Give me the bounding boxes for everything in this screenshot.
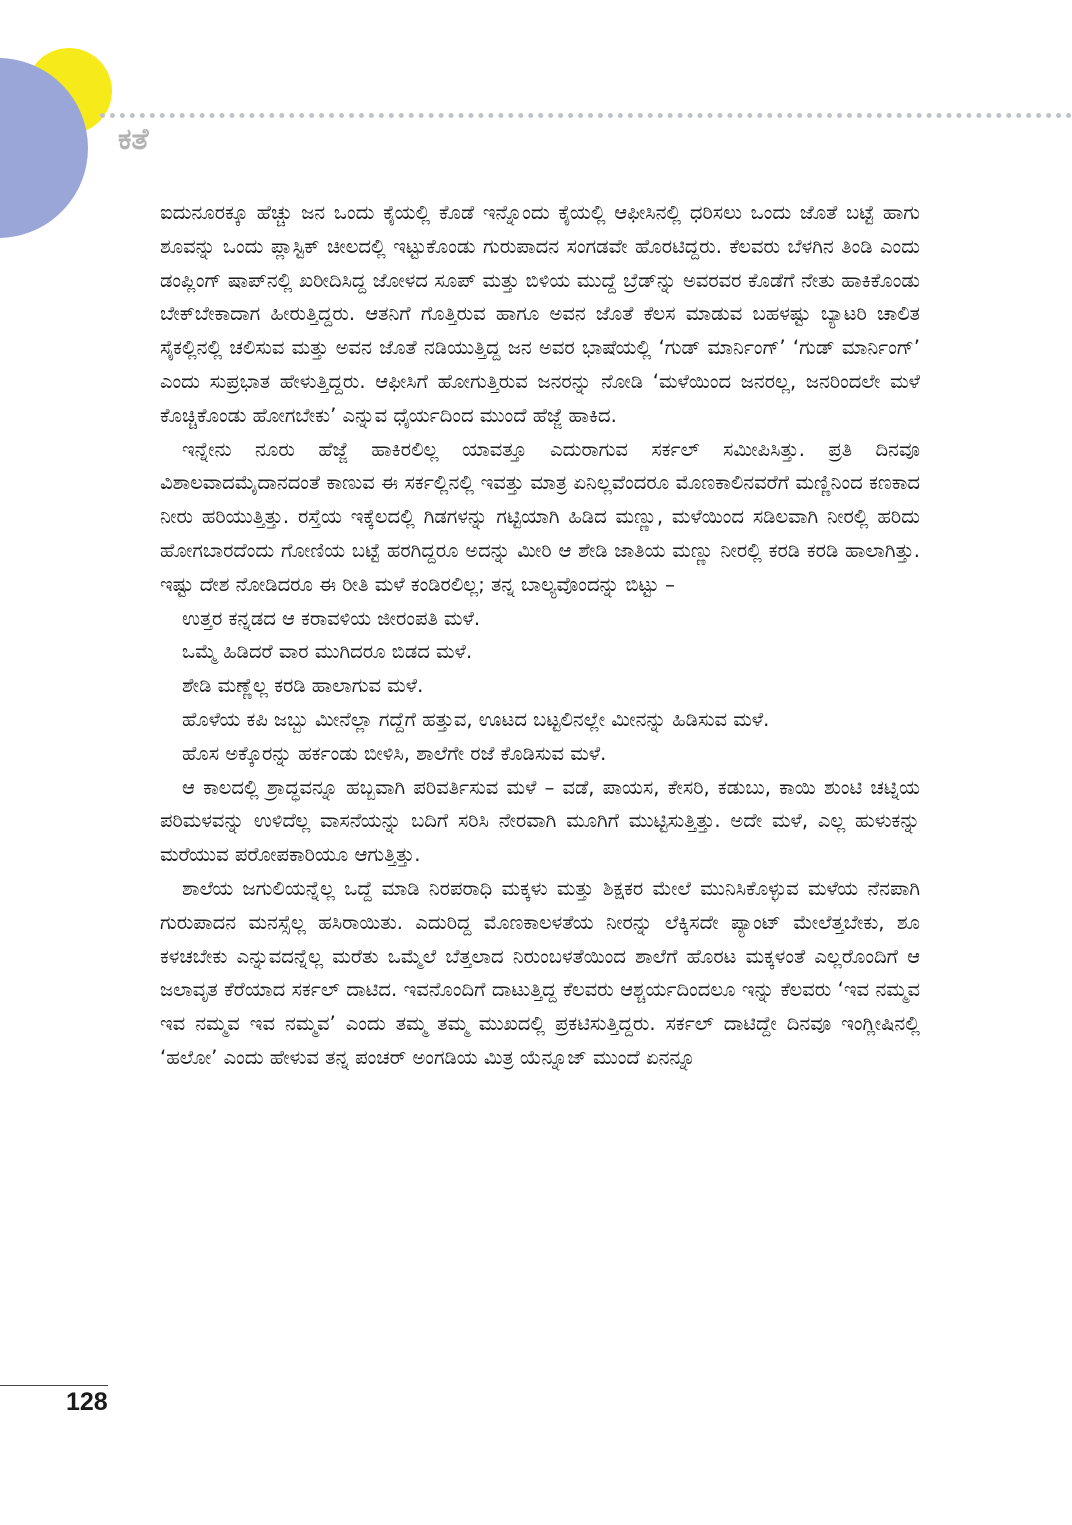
paragraph: ಹೊಳೆಯ ಕಪಿ ಜಬ್ಬು ಮೀನೆಲ್ಲಾ ಗದ್ದೆಗೆ ಹತ್ತುವ, ಊಟದ ಬಟ್ಟಲಿನಲ್ಲೇ ಮೀನನ್ನು ಹಿಡಿಸುವ ಮಳೆ. xyxy=(182,707,770,731)
page-number: 128 xyxy=(66,1388,108,1416)
footer-rule xyxy=(0,1385,108,1386)
paragraph: ಉತ್ತರ ಕನ್ನಡದ ಆ ಕರಾವಳಿಯ ಜೀರಂಪತಿ ಮಳೆ. xyxy=(182,606,481,630)
section-label: ಕತೆ xyxy=(118,122,149,157)
paragraph: ಆ ಕಾಲದಲ್ಲಿ ಶ್ರಾದ್ಧವನ್ನೂ ಹಬ್ಬವಾಗಿ ಪರಿವರ್ತಿಸುವ ಮಳೆ – ವಡೆ, ಪಾಯಸ, ಕೇಸರಿ, ಕಡುಬು, ಕಾಯಿ ಶುಂಟಿ ಚಟ್ನಿಯ ಪರಿಮಳವನ್ನು ಉಳಿದೆಲ್ಲ ವಾಸನೆಯನ್ನು ಬದಿಗೆ ಸರಿಸಿ ನೇರವಾಗಿ ಮೂಗಿಗೆ ಮುಟ್ಟಿಸುತ್ತಿತ್ತು. ಅದೇ ಮಳೆ, ಎಲ್ಲ ಹುಳುಕನ್ನು ಮರೆಯುವ ಪರೋಪಕಾರಿಯೂ ಆಗುತ್ತಿತ್ತು. xyxy=(160,775,920,867)
story-body xyxy=(160,196,920,1075)
paragraph: ಶೇಡಿ ಮಣ್ಣೆಲ್ಲ ಕರಡಿ ಹಾಲಾಗುವ ಮಳೆ. xyxy=(182,674,424,698)
paragraph: ಹೊಸ ಅಕ್ಕೊರನ್ನು ಹರ್ಕಂಡು ಬೀಳಿಸಿ, ಶಾಲೆಗೇ ರಜೆ ಕೊಡಿಸುವ ಮಳೆ. xyxy=(182,741,607,765)
paragraph: ಐದುನೂರಕ್ಕೂ ಹೆಚ್ಚು ಜನ ಒಂದು ಕೈಯಲ್ಲಿ ಕೊಡೆ ಇನ್ನೊಂದು ಕೈಯಲ್ಲಿ ಆಫೀಸಿನಲ್ಲಿ ಧರಿಸಲು ಒಂದು ಜೊತೆ ಬಟ್ಟೆ ಹಾಗು ಶೂವನ್ನು ಒಂದು ಪ್ಲಾಸ್ಟಿಕ್ ಚೀಲದಲ್ಲಿ ಇಟ್ಟುಕೊಂಡು ಗುರುಪಾದನ ಸಂಗಡವೇ ಹೊರಟಿದ್ದರು. ಕೆಲವರು ಬೆಳಗಿನ ತಿಂಡಿ ಎಂದು ಡಂಪ್ಲಿಂಗ್ ಷಾಪ್‌ನಲ್ಲಿ ಖರೀದಿಸಿದ್ದ ಜೋಳದ ಸೂಪ್ ಮತ್ತು ಬಿಳಿಯ ಮುದ್ದೆ ಬ್ರೆಡ್‌ನ್ನು ಅವರವರ ಕೊಡೆಗೆ ನೇತು ಹಾಕಿಕೊಂಡು ಬೇಕ್‌ಬೇಕಾದಾಗ ಹೀರುತ್ತಿದ್ದರು. ಆತನಿಗೆ ಗೊತ್ತಿರುವ ಹಾಗೂ ಅವನ ಜೊತೆ ಕೆಲಸ ಮಾಡುವ ಬಹಳಷ್ಟು ಬ್ಯಾಟರಿ ಚಾಲಿತ ಸೈಕಲ್ಲಿನಲ್ಲಿ ಚಲಿಸುವ ಮತ್ತು ಅವನ ಜೊತೆ ನಡಿಯುತ್ತಿದ್ದ ಜನ ಅವರ ಭಾಷೆಯಲ್ಲಿ ‘ಗುಡ್ ಮಾರ್ನಿಂಗ್’ ‘ಗುಡ್ ಮಾರ್ನಿಂಗ್’ ಎಂದು ಸುಪ್ರಭಾತ ಹೇಳುತ್ತಿದ್ದರು. ಆಫೀಸಿಗೆ ಹೋಗುತ್ತಿರುವ ಜನರನ್ನು ನೋಡಿ ‘ಮಳೆಯಿಂದ ಜನರಲ್ಲ, ಜನರಿಂದಲೇ ಮಳೆ ಕೊಚ್ಚಿಕೊಂಡು ಹೋಗಬೇಕು’ ಎನ್ನುವ ಧೈರ್ಯದಿಂದ ಮುಂದೆ ಹೆಜ್ಜೆ ಹಾಕಿದ. xyxy=(160,201,920,427)
header-dotted-rule xyxy=(100,113,1072,118)
paragraph: ಇನ್ನೇನು ನೂರು ಹೆಜ್ಜೆ ಹಾಕಿರಲಿಲ್ಲ ಯಾವತ್ತೂ ಎದುರಾಗುವ ಸರ್ಕಲ್ ಸಮೀಪಿಸಿತ್ತು. ಪ್ರತಿ ದಿನವೂ ವಿಶಾಲವಾದಮೈದಾನದಂತೆ ಕಾಣುವ ಈ ಸರ್ಕಲ್ಲಿನಲ್ಲಿ ಇವತ್ತು ಮಾತ್ರ ಏನಿಲ್ಲವೆಂದರೂ ಮೊಣಕಾಲಿನವರೆಗೆ ಮಣ್ಣಿನಿಂದ ಕಣಕಾದ ನೀರು ಹರಿಯುತ್ತಿತ್ತು. ರಸ್ತೆಯ ಇಕ್ಕೆಲದಲ್ಲಿ ಗಿಡಗಳನ್ನು ಗಟ್ಟಿಯಾಗಿ ಹಿಡಿದ ಮಣ್ಣು, ಮಳೆಯಿಂದ ಸಡಿಲವಾಗಿ ನೀರಲ್ಲಿ ಹರಿದು ಹೋಗಬಾರದೆಂದು ಗೋಣಿಯ ಬಟ್ಟೆ ಹರಗಿದ್ದರೂ ಅದನ್ನು ಮೀರಿ ಆ ಶೇಡಿ ಜಾತಿಯ ಮಣ್ಣು ನೀರಲ್ಲಿ ಕರಡಿ ಕರಡಿ ಹಾಲಾಗಿತ್ತು. ಇಷ್ಟು ದೇಶ ನೋಡಿದರೂ ಈ ರೀತಿ ಮಳೆ ಕಂಡಿರಲಿಲ್ಲ; ತನ್ನ ಬಾಲ್ಯವೊಂದನ್ನು ಬಿಟ್ಟು – xyxy=(160,437,920,596)
paragraph: ಒಮ್ಮೆ ಹಿಡಿದರೆ ವಾರ ಮುಗಿದರೂ ಬಿಡದ ಮಳೆ. xyxy=(182,640,473,664)
paragraph: ಶಾಲೆಯ ಜಗುಲಿಯನ್ನೆಲ್ಲ ಒದ್ದೆ ಮಾಡಿ ನಿರಪರಾಧಿ ಮಕ್ಕಳು ಮತ್ತು ಶಿಕ್ಷಕರ ಮೇಲೆ ಮುನಿಸಿಕೊಳ್ಳುವ ಮಳೆಯ ನೆನಪಾಗಿ ಗುರುಪಾದನ ಮನಸ್ಸೆಲ್ಲ ಹಸಿರಾಯಿತು. ಎದುರಿದ್ದ ಮೊಣಕಾಲಳತೆಯ ನೀರನ್ನು ಲೆಕ್ಕಿಸದೇ ಪ್ಯಾಂಟ್ ಮೇಲೆತ್ತಬೇಕು, ಶೂ ಕಳಚಬೇಕು ಎನ್ನುವದನ್ನೆಲ್ಲ ಮರೆತು ಒಮ್ಮೆಲೆ ಬೆತ್ತಲಾದ ನಿರುಂಬಳತೆಯಿಂದ ಶಾಲೆಗೆ ಹೊರಟ ಮಕ್ಕಳಂತೆ ಎಲ್ಲರೊಂದಿಗೆ ಆ ಜಲಾವೃತ ಕೆರೆಯಾದ ಸರ್ಕಲ್ ದಾಟಿದ. ಇವನೊಂದಿಗೆ ದಾಟುತ್ತಿದ್ದ ಕೆಲವರು ಆಶ್ಚರ್ಯದಿಂದಲೂ ಇನ್ನು ಕೆಲವರು ‘ಇವ ನಮ್ಮವ ಇವ ನಮ್ಮವ ಇವ ನಮ್ಮವ’ ಎಂದು ತಮ್ಮ ತಮ್ಮ ಮುಖದಲ್ಲಿ ಪ್ರಕಟಿಸುತ್ತಿದ್ದರು. ಸರ್ಕಲ್ ದಾಟಿದ್ದೇ ದಿನವೂ ಇಂಗ್ಲೀಷಿನಲ್ಲಿ ‘ಹಲೋ’ ಎಂದು ಹೇಳುವ ತನ್ನ ಪಂಚರ್ ಅಂಗಡಿಯ ಮಿತ್ರ ಯೆನ್ನೂಜ್ ಮುಂದೆ ಏನನ್ನೂ xyxy=(160,876,920,1069)
